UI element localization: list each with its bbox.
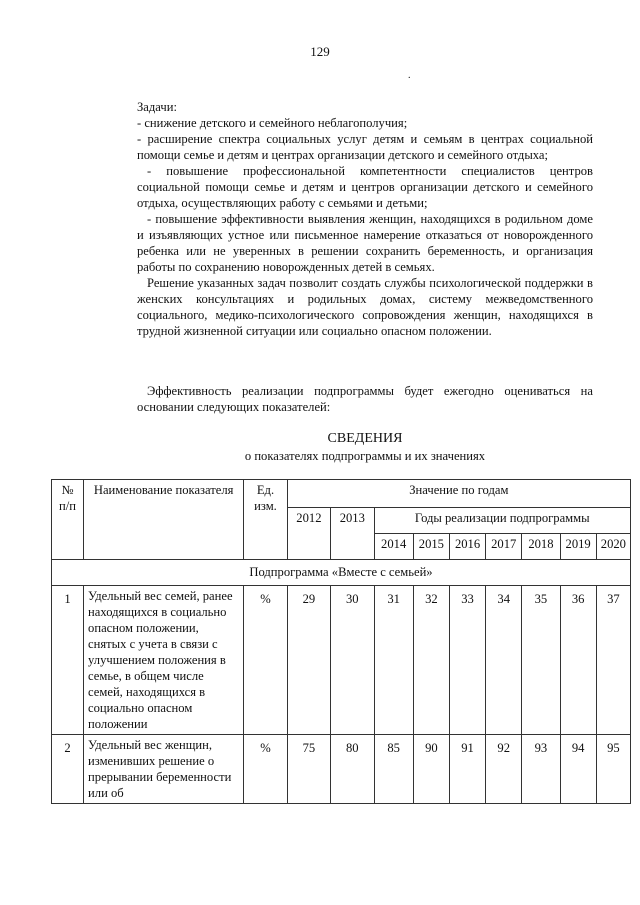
- task-item-1: - снижение детского и семейного неблагополучия;: [137, 116, 408, 130]
- header-year-2016: 2016: [449, 534, 485, 560]
- row-value-2017: 34: [486, 586, 522, 735]
- tasks-heading: Задачи:: [137, 100, 177, 114]
- row-value-2016: 33: [449, 586, 485, 735]
- row-value-2013: 30: [331, 586, 374, 735]
- row-value-2013: 80: [331, 735, 374, 804]
- row-num: 1: [52, 586, 84, 735]
- effectiveness-paragraph: Эффективность реализации подпрограммы будет ежегодно оцениваться на основании следующих показателей:: [137, 384, 593, 414]
- solution-paragraph: Решение указанных задач позволит создать службы психологической поддержки в женских консультациях и родильных домах, систему межведомственного социального, медико-психологического сопровождения женщин, находящихся в трудной жизненной ситуации или социально опасном положении.: [137, 276, 593, 338]
- table-subtitle: о показателях подпрограммы и их значениях: [244, 449, 486, 463]
- header-year-2013: 2013: [331, 508, 374, 560]
- table-row: [52, 735, 631, 804]
- header-unit: Ед. изм.: [244, 480, 287, 560]
- row-num: 2: [52, 735, 84, 804]
- task-item-4: - повышение эффективности выявления женщин, находящихся в родильном доме и изъявляющих устное или письменное намерение отказаться от новорожденного ребенка или не уверенных в решении сохранить беременность, и организация работы по сохранению новорожденных детей в семьях.: [137, 212, 593, 274]
- table-row: [52, 586, 631, 735]
- row-value-2014: 85: [374, 735, 413, 804]
- row-value-2015: 90: [413, 735, 449, 804]
- header-year-2012: 2012: [287, 508, 330, 560]
- section-title: Подпрограмма «Вместе с семьей»: [52, 560, 631, 586]
- task-item-2: - расширение спектра социальных услуг детям и семьям в центрах социальной помощи семье и детям и центрах организации детского и семейного отдыха;: [137, 132, 593, 162]
- header-num: № п/п: [52, 480, 84, 560]
- header-impl-years: Годы реализации подпрограммы: [374, 508, 631, 534]
- header-year-2017: 2017: [486, 534, 522, 560]
- header-values-by-year: Значение по годам: [287, 480, 630, 508]
- header-year-2014: 2014: [374, 534, 413, 560]
- row-value-2012: 29: [287, 586, 330, 735]
- tasks-block: [137, 99, 593, 339]
- header-year-2018: 2018: [522, 534, 560, 560]
- effectiveness-block: [137, 383, 593, 415]
- row-value-2016: 91: [449, 735, 485, 804]
- task-item-3: - повышение профессиональной компетентности специалистов центров социальной помощи семье и детям и центров организации детского и семейного отдыха, осуществляющих работу с семьями и детьми;: [137, 164, 593, 210]
- row-value-2017: 92: [486, 735, 522, 804]
- row-value-2020: 95: [596, 735, 630, 804]
- row-unit: %: [244, 735, 287, 804]
- row-value-2020: 37: [596, 586, 630, 735]
- indicators-table: [51, 479, 631, 804]
- header-name: Наименование показателя: [84, 480, 244, 560]
- row-value-2012: 75: [287, 735, 330, 804]
- header-year-2020: 2020: [596, 534, 630, 560]
- scan-dot: .: [408, 70, 411, 81]
- header-year-2019: 2019: [560, 534, 596, 560]
- row-value-2018: 93: [522, 735, 560, 804]
- table-title: СВЕДЕНИЯ: [327, 431, 403, 446]
- header-year-2015: 2015: [413, 534, 449, 560]
- page-number: 129: [310, 44, 330, 59]
- row-value-2015: 32: [413, 586, 449, 735]
- row-unit: %: [244, 586, 287, 735]
- row-name: Удельный вес женщин, изменивших решение о прерывании беременности или об: [84, 735, 244, 804]
- row-value-2019: 36: [560, 586, 596, 735]
- row-value-2019: 94: [560, 735, 596, 804]
- row-name: Удельный вес семей, ранее находящихся в социально опасном положении, снятых с учета в связи с улучшением положения в семье, в общем числе семей, находящихся в социально опасном положении: [84, 586, 244, 735]
- row-value-2014: 31: [374, 586, 413, 735]
- row-value-2018: 35: [522, 586, 560, 735]
